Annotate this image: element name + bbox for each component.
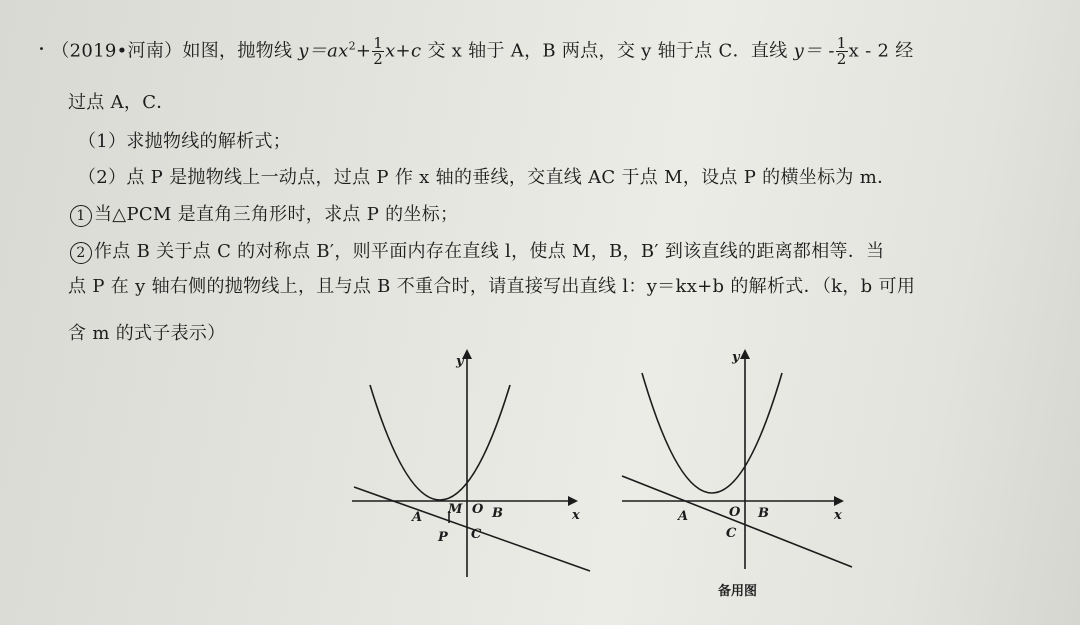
label-c: C (471, 527, 482, 542)
x-arrow (834, 496, 844, 506)
parabola (370, 385, 510, 500)
sub1-text: 当△PCM 是直角三角形时，求点 P 的坐标； (94, 204, 459, 225)
question-stem (38, 36, 914, 67)
label-y: y (732, 350, 740, 365)
sub2-text-c: 含 m 的式子表示） (68, 323, 226, 344)
line-eq-y: y＝ - (793, 40, 835, 62)
figure-2 (612, 345, 862, 605)
parabola (642, 373, 782, 493)
label-b: B (492, 506, 503, 521)
stem-part1: （2019•河南）如图，抛物线 (51, 40, 293, 62)
stem-part2: 交 x 轴于 A，B 两点，交 y 轴于点 C．直线 (427, 40, 788, 62)
label-a: A (678, 509, 689, 524)
label-x: x (572, 508, 580, 523)
fraction-den: 2 (373, 50, 384, 68)
figure-caption: 备用图 (718, 584, 758, 599)
label-c: C (726, 526, 737, 541)
label-o: O (729, 505, 741, 520)
label-p: P (438, 530, 448, 545)
line-fraction-den: 2 (836, 50, 847, 68)
plus-sign: + (355, 40, 372, 62)
label-b: B (758, 506, 769, 521)
exponent: 2 (348, 39, 356, 53)
sub1-line (70, 200, 458, 227)
parabola-eq-tail: x+c (385, 40, 422, 62)
part2-text: （2）点 P 是抛物线上一动点，过点 P 作 x 轴的垂线，交直线 AC 于点 M，设点 P 的横坐标为 m． (78, 167, 896, 188)
sub2-text-b: 点 P 在 y 轴右侧的抛物线上，且与点 B 不重合时，请直接写出直线 l：y＝kx+b 的解析式．（k，b 可用 (68, 276, 916, 297)
stem-line2: 过点 A，C． (68, 92, 175, 113)
circled-one: 1 (70, 205, 92, 227)
parabola-eq-y: y＝ax (298, 40, 349, 62)
fraction-num: 1 (373, 34, 384, 52)
label-m: M (448, 502, 463, 517)
sub2-line (70, 237, 884, 264)
line-fraction (836, 36, 848, 67)
sub2-text-a: 作点 B 关于点 C 的对称点 B′，则平面内存在直线 l，使点 M，B，B′ 到该直线的距离都相等．当 (94, 241, 885, 262)
fraction-half (372, 36, 384, 67)
circled-two: 2 (70, 242, 92, 264)
x-arrow (568, 496, 578, 506)
label-x: x (834, 508, 842, 523)
y-arrow (740, 349, 750, 359)
figure-1 (340, 345, 600, 585)
line-ac (622, 476, 852, 567)
label-y: y (456, 354, 464, 369)
label-a: A (412, 510, 423, 525)
label-o: O (472, 502, 484, 517)
line-fraction-num: 1 (836, 34, 847, 52)
part1-text: （1）求抛物线的解析式； (78, 131, 292, 152)
bullet-dot: · (38, 37, 46, 63)
line-eq-tail: x - 2 经 (848, 40, 914, 62)
